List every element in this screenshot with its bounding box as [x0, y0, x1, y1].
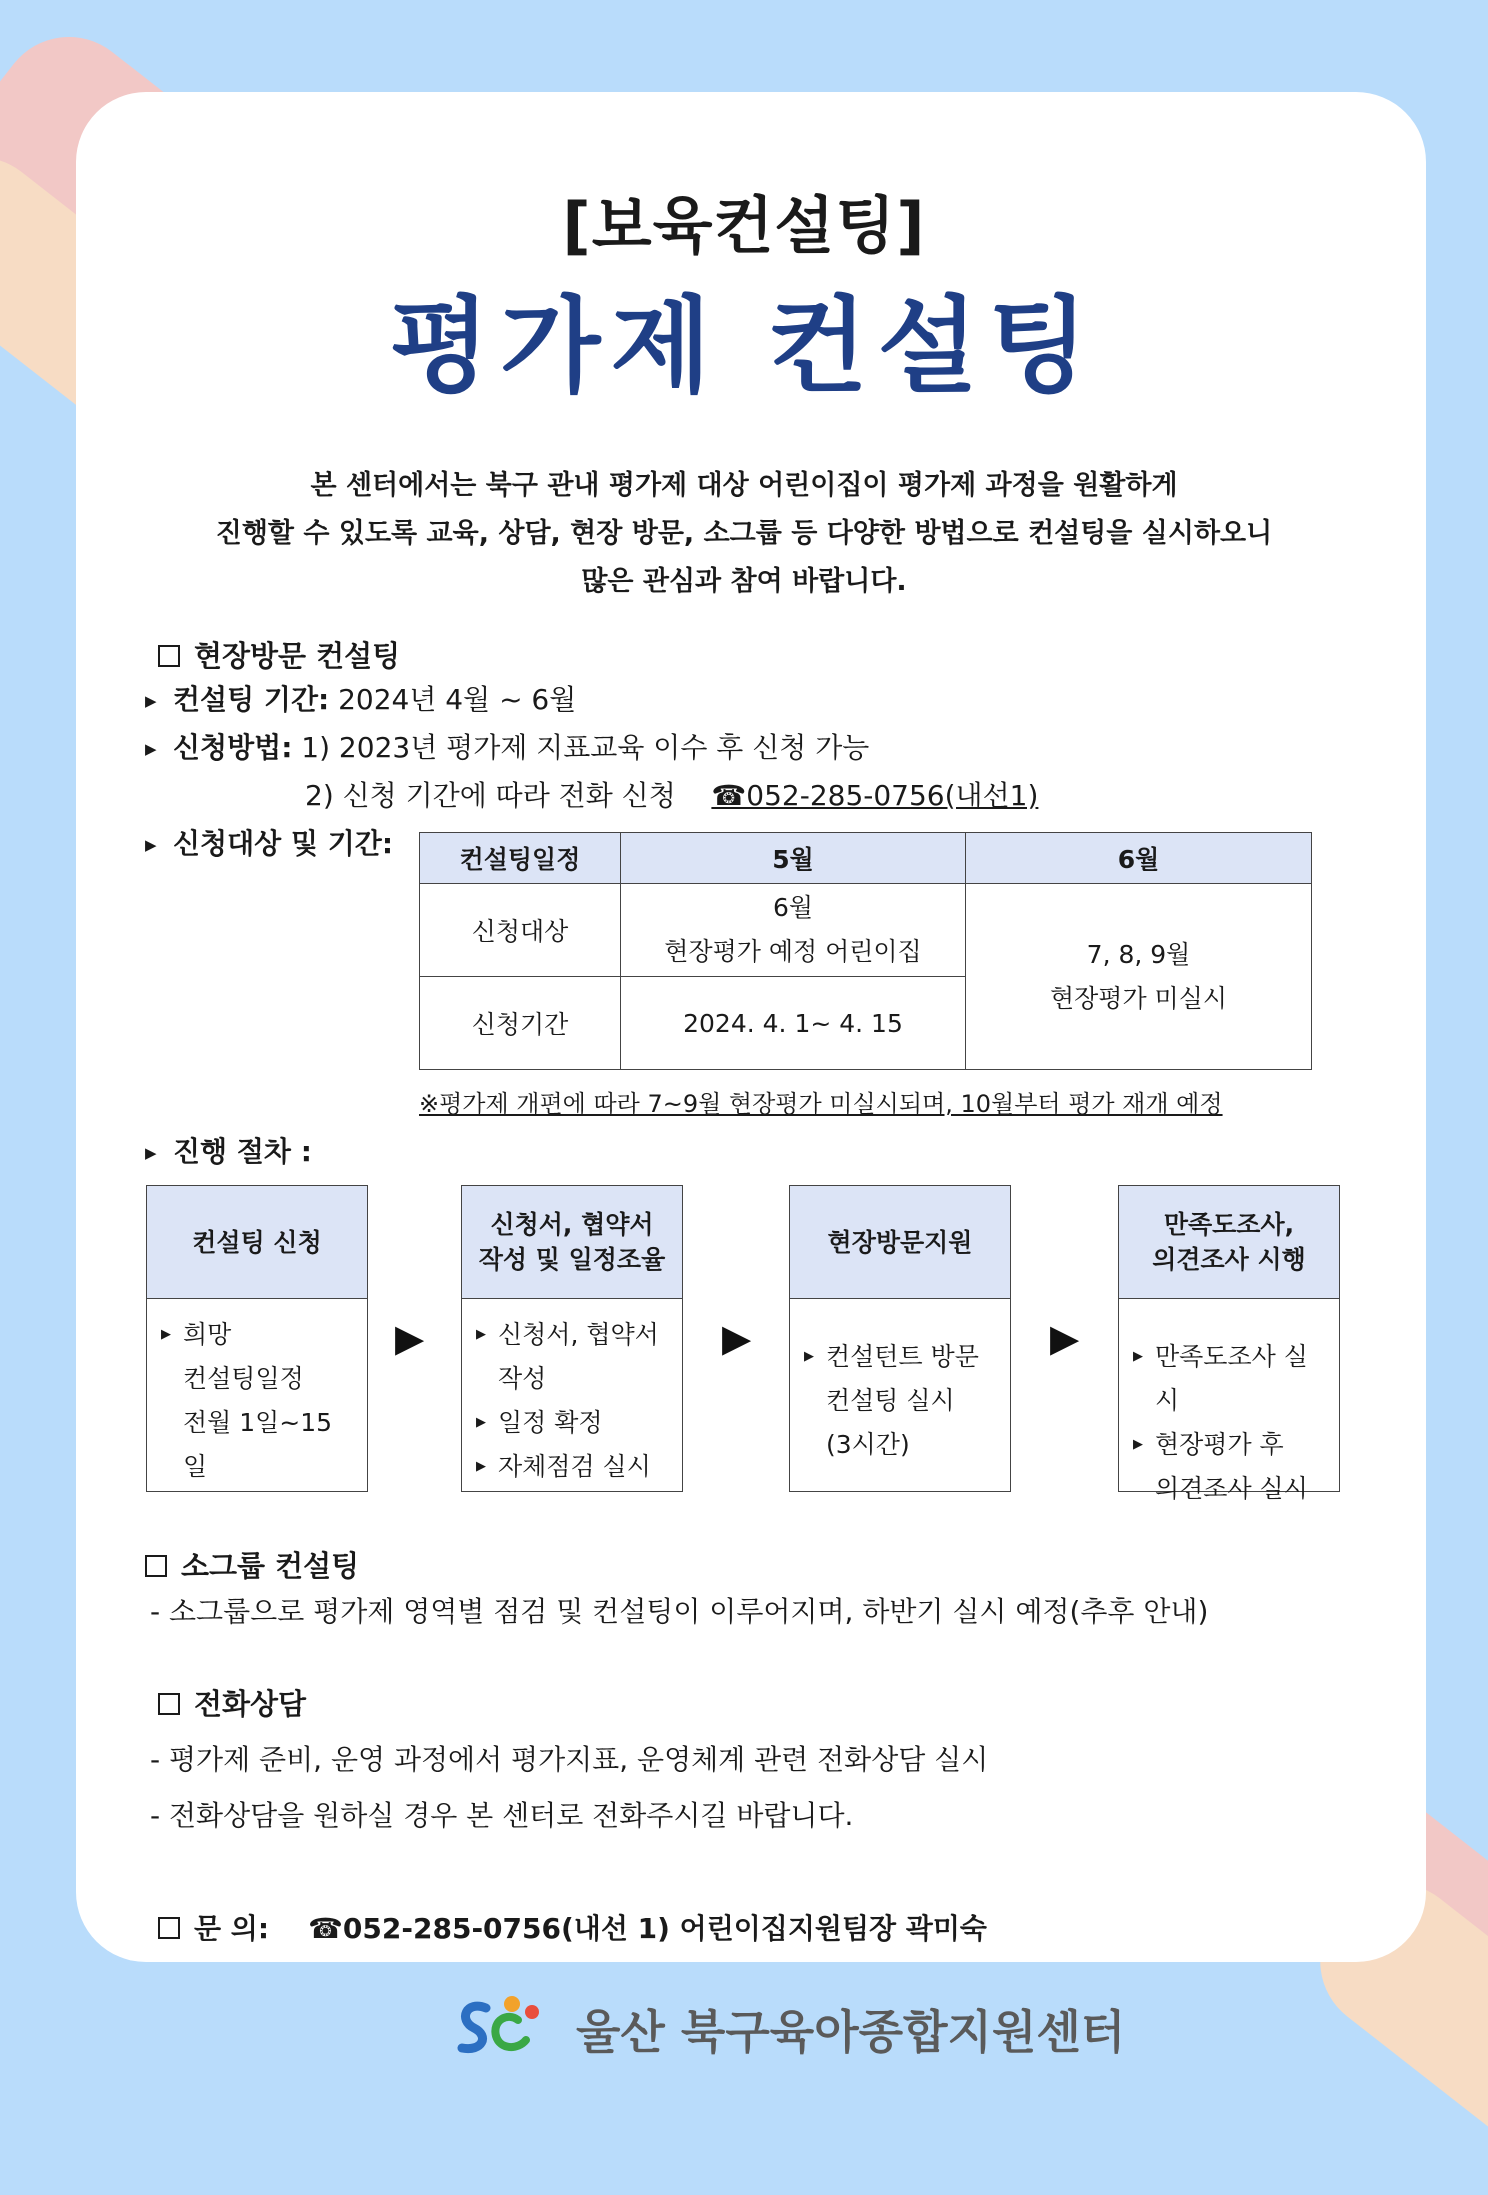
- checkbox-square-icon: [158, 645, 180, 667]
- intro-text: [0, 462, 1488, 606]
- phone-number: ☎052-285-0756(내선1): [711, 779, 1039, 812]
- step-item: 전월 1일~15일: [183, 1408, 333, 1481]
- table-header: 5월: [621, 833, 966, 884]
- small-group-text: - 소그룹으로 평가제 영역별 점검 및 컨설팅이 이루어지며, 하반기 실시 예정(추후 안내): [150, 1595, 1209, 1628]
- table-note: ※평가제 개편에 따라 7~9월 현장평가 미실시되며, 10월부터 평가 재개 예정: [419, 1090, 1223, 1118]
- inquiry-line: 문 의: ☎052-285-0756(내선 1) 어린이집지원팀장 곽미숙: [158, 1907, 987, 1947]
- process-step-2: [461, 1185, 683, 1492]
- table-row-label: 신청기간: [420, 977, 621, 1070]
- table-header: 6월: [966, 833, 1312, 884]
- table-row-label: 신청대상: [420, 884, 621, 977]
- triangle-bullet-icon: ▶: [145, 692, 157, 710]
- section-heading-small-group: 소그룹 컨설팅: [145, 1544, 359, 1585]
- triangle-bullet-icon: ▶: [1133, 1349, 1143, 1364]
- step-title: 현장방문지원: [790, 1186, 1010, 1299]
- triangle-bullet-icon: ▶: [476, 1415, 486, 1430]
- period-line: ▶ 컨설팅 기간: 2024년 4월 ~ 6월: [145, 683, 577, 716]
- step-item: 희망: [183, 1320, 232, 1349]
- checkbox-square-icon: [145, 1555, 167, 1577]
- step-title: 신청서, 협약서 작성 및 일정조율: [462, 1186, 682, 1299]
- table-cell: 7, 8, 9월 현장평가 미실시: [966, 884, 1312, 1070]
- step-title: 컨설팅 신청: [147, 1186, 367, 1299]
- target-line: ▶ 신청대상 및 기간:: [145, 827, 394, 860]
- arrow-right-icon: ▶: [1050, 1316, 1080, 1360]
- page-title: 평가제 컨설팅: [389, 285, 1099, 407]
- triangle-bullet-icon: ▶: [145, 1144, 157, 1162]
- step-item: 자체점검 실시: [498, 1452, 651, 1481]
- step-item: 컨설팅 실시: [826, 1386, 955, 1415]
- step-item: 의견조사 실시: [1155, 1474, 1308, 1503]
- arrow-right-icon: ▶: [722, 1316, 752, 1360]
- table-cell: 6월 현장평가 예정 어린이집: [621, 884, 966, 977]
- method-line-2: 2) 신청 기간에 따라 전화 신청 ☎052-285-0756(내선1): [305, 779, 1039, 812]
- table-cell: 2024. 4. 1~ 4. 15: [621, 977, 966, 1070]
- center-logo-icon: [456, 1990, 546, 2060]
- step-title: 만족도조사, 의견조사 시행: [1119, 1186, 1339, 1299]
- intro-line: 본 센터에서는 북구 관내 평가제 대상 어린이집이 평가제 과정을 원활하게: [310, 470, 1178, 501]
- process-step-1: [146, 1185, 368, 1492]
- step-item: 컨설턴트 방문: [826, 1342, 979, 1371]
- process-step-4: [1118, 1185, 1340, 1503]
- schedule-table: [419, 832, 1312, 1070]
- step-item: 현장평가 후: [1155, 1430, 1284, 1459]
- section-heading-phone-consult: 전화상담: [158, 1682, 306, 1723]
- intro-line: 진행할 수 있도록 교육, 상담, 현장 방문, 소그룹 등 다양한 방법으로 컨설팅을 실시하오니: [215, 518, 1273, 549]
- arrow-right-icon: ▶: [395, 1316, 425, 1360]
- checkbox-square-icon: [158, 1917, 180, 1939]
- triangle-bullet-icon: ▶: [476, 1327, 486, 1342]
- triangle-bullet-icon: ▶: [1133, 1437, 1143, 1452]
- triangle-bullet-icon: ▶: [804, 1349, 814, 1364]
- org-name: 울산 북구육아종합지원센터: [576, 2005, 1126, 2059]
- triangle-bullet-icon: ▶: [145, 836, 157, 854]
- process-line: ▶ 진행 절차 :: [145, 1135, 312, 1168]
- checkbox-square-icon: [158, 1693, 180, 1715]
- section-heading-site-visit: 현장방문 컨설팅: [158, 634, 400, 675]
- triangle-bullet-icon: ▶: [145, 740, 157, 758]
- step-item: 일정 확정: [498, 1408, 603, 1437]
- triangle-bullet-icon: ▶: [161, 1327, 171, 1342]
- phone-consult-text: - 전화상담을 원하실 경우 본 센터로 전화주시길 바랍니다.: [150, 1799, 854, 1832]
- step-item: 작성: [498, 1364, 547, 1393]
- process-step-3: [789, 1185, 1011, 1492]
- step-item: 만족도조사 실시: [1155, 1342, 1308, 1415]
- triangle-bullet-icon: ▶: [476, 1459, 486, 1474]
- step-item: (3시간): [826, 1430, 910, 1459]
- page-subtitle: [보육컨설팅]: [562, 189, 926, 262]
- method-line-1: ▶ 신청방법: 1) 2023년 평가제 지표교육 이수 후 신청 가능: [145, 731, 870, 764]
- intro-line: 많은 관심과 참여 바랍니다.: [581, 566, 907, 597]
- step-item: 신청서, 협약서: [498, 1320, 659, 1349]
- step-item: 컨설팅일정: [183, 1364, 304, 1393]
- phone-consult-text: - 평가제 준비, 운영 과정에서 평가지표, 운영체계 관련 전화상담 실시: [150, 1743, 989, 1776]
- table-header: 컨설팅일정: [420, 833, 621, 884]
